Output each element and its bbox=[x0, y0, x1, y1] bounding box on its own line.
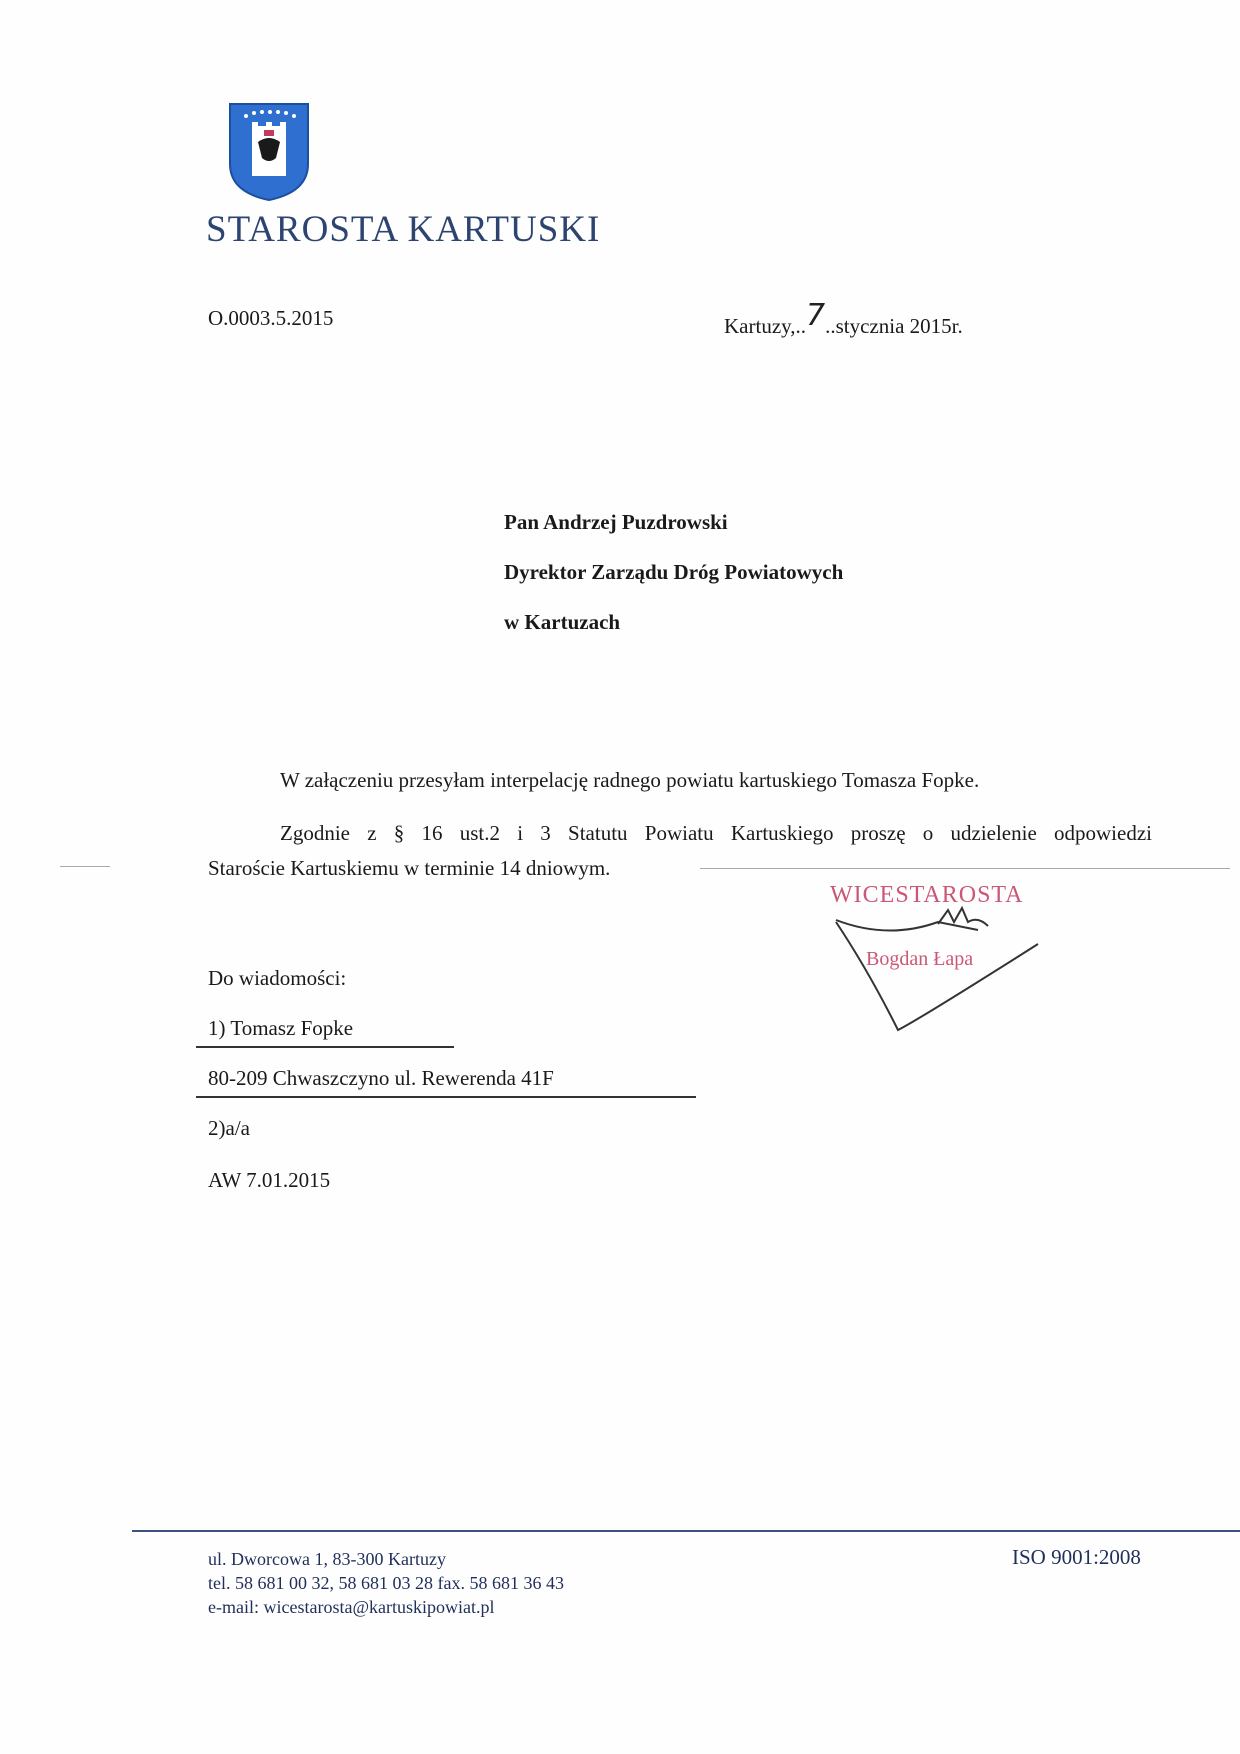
date-day-handwritten: 7 bbox=[806, 298, 826, 333]
body-paragraph-2-line-1: Zgodnie z § 16 ust.2 i 3 Statutu Powiatu Kartuskiego proszę o udzielenie odpowiedzi bbox=[280, 821, 1152, 845]
stamp-name: Bogdan Łapa bbox=[866, 948, 974, 970]
scan-mark-right bbox=[700, 868, 1230, 869]
stamp-title: WICESTAROSTA bbox=[830, 882, 1024, 908]
date-prefix: Kartuzy,.. bbox=[724, 314, 807, 338]
scan-mark-left bbox=[60, 866, 110, 867]
recipient-location: w Kartuzach bbox=[504, 610, 621, 634]
underline-1 bbox=[196, 1046, 454, 1048]
date-suffix: ..stycznia 2015r. bbox=[825, 314, 963, 338]
footer-address: ul. Dworcowa 1, 83-300 Kartuzy bbox=[208, 1549, 446, 1569]
body-paragraph-2-line-2: Staroście Kartuskiemu w terminie 14 dniowym. bbox=[208, 856, 611, 880]
handwritten-signature bbox=[828, 900, 1048, 1050]
distribution-heading: Do wiadomości: bbox=[208, 966, 347, 990]
distribution-item-2: 2)a/a bbox=[208, 1116, 250, 1140]
letter-date bbox=[724, 298, 963, 341]
author-initials: AW 7.01.2015 bbox=[208, 1168, 331, 1192]
recipient-name: Pan Andrzej Puzdrowski bbox=[504, 510, 728, 534]
distribution-item-1-address: 80-209 Chwaszczyno ul. Rewerenda 41F bbox=[208, 1066, 554, 1090]
footer-email: e-mail: wicestarosta@kartuskipowiat.pl bbox=[208, 1597, 495, 1617]
body-paragraph-1: W załączeniu przesyłam interpelację radnego powiatu kartuskiego Tomasza Fopke. bbox=[280, 768, 980, 792]
footer-phone: tel. 58 681 00 32, 58 681 03 28 fax. 58 681 36 43 bbox=[208, 1573, 564, 1593]
reference-number: O.0003.5.2015 bbox=[208, 306, 334, 330]
recipient-position: Dyrektor Zarządu Dróg Powiatowych bbox=[504, 560, 844, 584]
underline-2 bbox=[196, 1096, 696, 1098]
footer-divider bbox=[132, 1530, 1240, 1532]
office-title: STAROSTA KARTUSKI bbox=[206, 209, 601, 250]
iso-certification: ISO 9001:2008 bbox=[1012, 1545, 1141, 1569]
coat-of-arms-crest bbox=[226, 102, 312, 202]
distribution-item-1: 1) Tomasz Fopke bbox=[208, 1016, 354, 1040]
